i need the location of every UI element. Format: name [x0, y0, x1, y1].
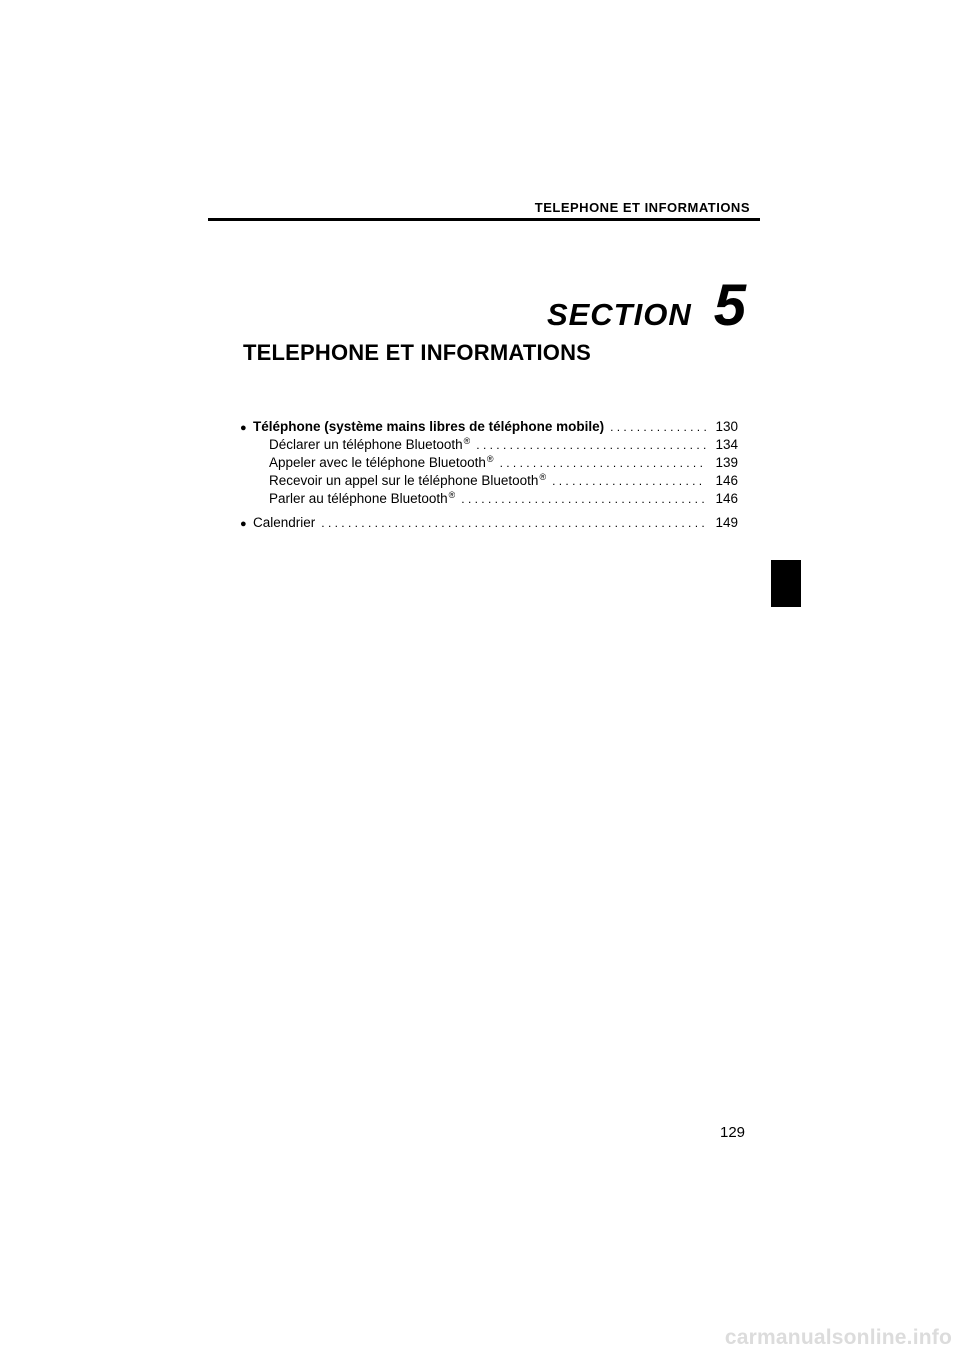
- watermark: carmanualsonline.info: [724, 1326, 952, 1349]
- chapter-title: TELEPHONE ET INFORMATIONS: [243, 340, 592, 365]
- registered-icon: ®: [539, 472, 547, 482]
- toc-entry-parler[interactable]: [240, 490, 738, 508]
- toc-entry-page: 146: [715, 491, 738, 506]
- dot-leader: [476, 436, 706, 454]
- page-number: 129: [720, 1124, 746, 1141]
- toc-entry-page: 146: [715, 473, 738, 488]
- section-label: SECTION: [546, 297, 692, 332]
- toc-entry-label: Déclarer un téléphone Bluetooth®: [269, 436, 471, 452]
- toc-entry-page: 149: [715, 515, 738, 530]
- dot-leader: [500, 454, 706, 472]
- toc-entry-label: Recevoir un appel sur le téléphone Bluetooth®: [269, 472, 547, 488]
- header-rule: [208, 218, 760, 221]
- bullet-icon: ●: [240, 422, 247, 434]
- dot-leader: [552, 472, 706, 490]
- dot-leader: [321, 514, 706, 532]
- section-thumb-tab: [771, 560, 801, 607]
- toc-entry-label: Appeler avec le téléphone Bluetooth®: [269, 454, 494, 470]
- section-number: 5: [713, 273, 746, 338]
- toc-entry-appeler[interactable]: [240, 454, 738, 472]
- dot-leader: [610, 418, 706, 436]
- toc-entry-label: Parler au téléphone Bluetooth®: [269, 490, 456, 506]
- toc-entry-calendrier[interactable]: [240, 514, 738, 532]
- dot-leader: [461, 490, 706, 508]
- toc-entry-page: 130: [715, 419, 738, 434]
- toc-entry-page: 139: [715, 455, 738, 470]
- running-header-title: TELEPHONE ET INFORMATIONS: [534, 200, 750, 215]
- registered-icon: ®: [448, 490, 456, 500]
- bullet-icon: ●: [240, 518, 247, 530]
- toc-entry-declarer[interactable]: [240, 436, 738, 454]
- toc-entry-label: Téléphone (système mains libres de téléphone mobile): [253, 419, 605, 434]
- toc-entry-telephone[interactable]: [240, 418, 738, 436]
- section-heading: [547, 272, 746, 339]
- running-header: [208, 200, 760, 220]
- toc-entry-recevoir[interactable]: [240, 472, 738, 490]
- registered-icon: ®: [463, 436, 471, 446]
- toc-entry-page: 134: [715, 437, 738, 452]
- toc-entry-label: Calendrier: [253, 515, 316, 530]
- registered-icon: ®: [486, 454, 494, 464]
- table-of-contents: [240, 418, 738, 532]
